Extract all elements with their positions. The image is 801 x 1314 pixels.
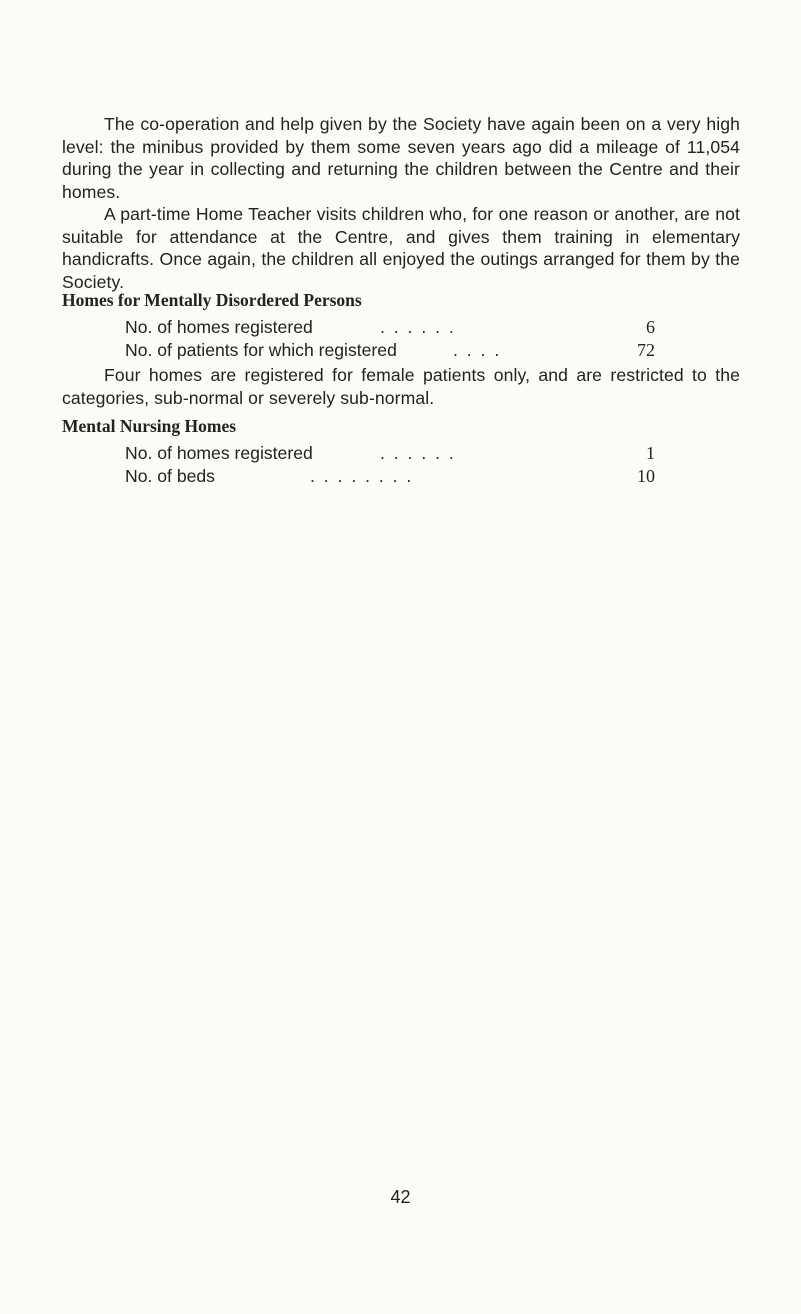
stat-label: No. of homes registered — [125, 317, 313, 337]
leader-dots: . . . . — [453, 340, 502, 360]
stat-row-beds — [125, 465, 655, 487]
paragraph-female-homes: Four homes are registered for female patients only, and are restricted to the categories, sub-normal or severely sub-normal. — [62, 365, 740, 408]
leader-dots: . . . . . . . . — [310, 466, 414, 486]
stat-label: No. of homes registered — [125, 443, 313, 463]
heading-mental-nursing-homes: Mental Nursing Homes — [62, 416, 237, 436]
heading-mentally-disordered-homes: Homes for Mentally Disordered Persons — [62, 290, 362, 310]
stat-label: No. of beds — [125, 466, 215, 486]
stat-row-homes-registered — [125, 316, 655, 338]
leader-dots: . . . . . . — [380, 443, 456, 463]
stat-label: No. of patients for which registered — [125, 340, 397, 360]
stat-row-nursing-homes-registered — [125, 442, 655, 464]
stat-value: 1 — [646, 443, 655, 463]
stat-value: 6 — [646, 317, 655, 337]
paragraph-society-cooperation: The co-operation and help given by the Society have again been on a very high level: the minibus provided by them some seven years ago did a mileage of 11,054 during the year in collecting and returning the children between the Centre and their homes. — [62, 114, 740, 202]
page-number: 42 — [390, 1187, 411, 1207]
stat-value: 72 — [637, 340, 655, 360]
stat-value: 10 — [637, 466, 655, 486]
leader-dots: . . . . . . — [380, 317, 456, 337]
paragraph-home-teacher: A part-time Home Teacher visits children who, for one reason or another, are not suitable for attendance at the Centre, and gives them training in elementary handicrafts. Once again, the children all enjoyed the outings arranged for them by the Society. — [62, 204, 740, 292]
stat-row-patients-registered — [125, 339, 655, 361]
